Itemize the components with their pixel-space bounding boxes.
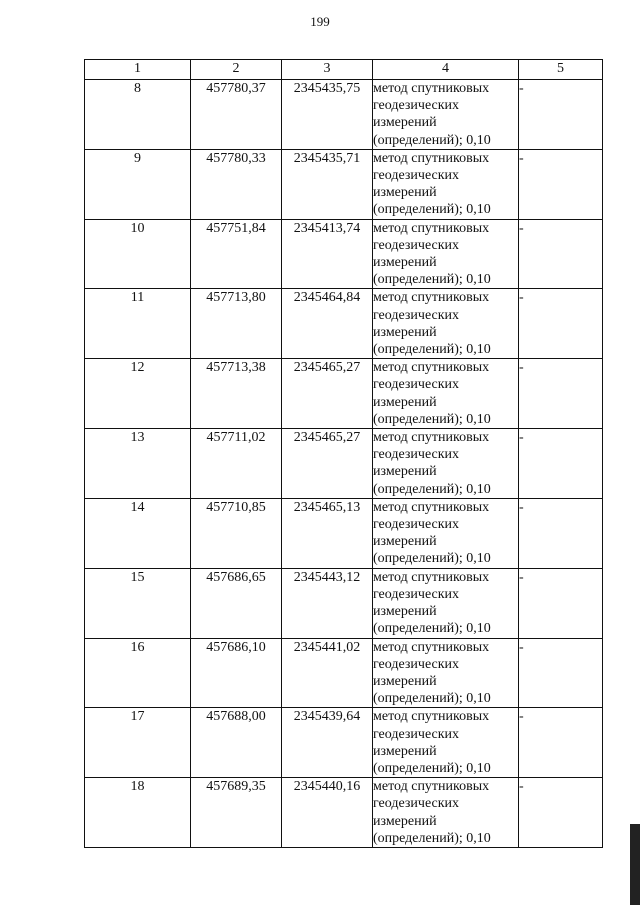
table-row (85, 289, 603, 359)
note-cell: - (519, 219, 603, 289)
table-row (85, 708, 603, 778)
table-row (85, 429, 603, 499)
scan-edge-mark (630, 824, 640, 905)
y-coordinate-cell: 2345440,16 (282, 778, 373, 848)
table-row (85, 498, 603, 568)
table-row (85, 778, 603, 848)
point-number-cell: 9 (85, 149, 191, 219)
method-cell: метод спутниковых геодезических измерений (определений); 0,10 (373, 429, 519, 499)
coordinates-table (84, 59, 603, 848)
point-number-cell: 11 (85, 289, 191, 359)
note-cell: - (519, 568, 603, 638)
note-cell: - (519, 429, 603, 499)
note-cell: - (519, 498, 603, 568)
x-coordinate-cell: 457710,85 (191, 498, 282, 568)
y-coordinate-cell: 2345435,75 (282, 80, 373, 150)
method-cell: метод спутниковых геодезических измерений (определений); 0,10 (373, 708, 519, 778)
x-coordinate-cell: 457780,33 (191, 149, 282, 219)
table-row (85, 638, 603, 708)
method-cell: метод спутниковых геодезических измерений (определений); 0,10 (373, 289, 519, 359)
note-cell: - (519, 80, 603, 150)
x-coordinate-cell: 457689,35 (191, 778, 282, 848)
method-cell: метод спутниковых геодезических измерений (определений); 0,10 (373, 778, 519, 848)
header-col-5: 5 (519, 60, 603, 80)
point-number-cell: 14 (85, 498, 191, 568)
point-number-cell: 18 (85, 778, 191, 848)
point-number-cell: 13 (85, 429, 191, 499)
point-number-cell: 17 (85, 708, 191, 778)
method-cell: метод спутниковых геодезических измерений (определений); 0,10 (373, 359, 519, 429)
x-coordinate-cell: 457711,02 (191, 429, 282, 499)
method-cell: метод спутниковых геодезических измерений (определений); 0,10 (373, 498, 519, 568)
y-coordinate-cell: 2345413,74 (282, 219, 373, 289)
header-col-1: 1 (85, 60, 191, 80)
method-cell: метод спутниковых геодезических измерений (определений); 0,10 (373, 219, 519, 289)
note-cell: - (519, 638, 603, 708)
point-number-cell: 16 (85, 638, 191, 708)
page-number: 199 (310, 14, 330, 29)
point-number-cell: 12 (85, 359, 191, 429)
table-row (85, 219, 603, 289)
y-coordinate-cell: 2345435,71 (282, 149, 373, 219)
note-cell: - (519, 149, 603, 219)
table-row (85, 149, 603, 219)
y-coordinate-cell: 2345464,84 (282, 289, 373, 359)
header-col-3: 3 (282, 60, 373, 80)
x-coordinate-cell: 457713,38 (191, 359, 282, 429)
method-cell: метод спутниковых геодезических измерений (определений); 0,10 (373, 149, 519, 219)
x-coordinate-cell: 457686,65 (191, 568, 282, 638)
note-cell: - (519, 289, 603, 359)
note-cell: - (519, 708, 603, 778)
method-cell: метод спутниковых геодезических измерений (определений); 0,10 (373, 568, 519, 638)
table-row (85, 568, 603, 638)
table-row (85, 80, 603, 150)
x-coordinate-cell: 457688,00 (191, 708, 282, 778)
y-coordinate-cell: 2345465,27 (282, 359, 373, 429)
y-coordinate-cell: 2345465,13 (282, 498, 373, 568)
note-cell: - (519, 359, 603, 429)
point-number-cell: 15 (85, 568, 191, 638)
header-col-4: 4 (373, 60, 519, 80)
method-cell: метод спутниковых геодезических измерений (определений); 0,10 (373, 638, 519, 708)
x-coordinate-cell: 457751,84 (191, 219, 282, 289)
table-row (85, 359, 603, 429)
point-number-cell: 8 (85, 80, 191, 150)
x-coordinate-cell: 457713,80 (191, 289, 282, 359)
x-coordinate-cell: 457686,10 (191, 638, 282, 708)
y-coordinate-cell: 2345443,12 (282, 568, 373, 638)
method-cell: метод спутниковых геодезических измерений (определений); 0,10 (373, 80, 519, 150)
note-cell: - (519, 778, 603, 848)
y-coordinate-cell: 2345465,27 (282, 429, 373, 499)
y-coordinate-cell: 2345441,02 (282, 638, 373, 708)
table-header-row (85, 60, 603, 80)
header-col-2: 2 (191, 60, 282, 80)
x-coordinate-cell: 457780,37 (191, 80, 282, 150)
point-number-cell: 10 (85, 219, 191, 289)
y-coordinate-cell: 2345439,64 (282, 708, 373, 778)
